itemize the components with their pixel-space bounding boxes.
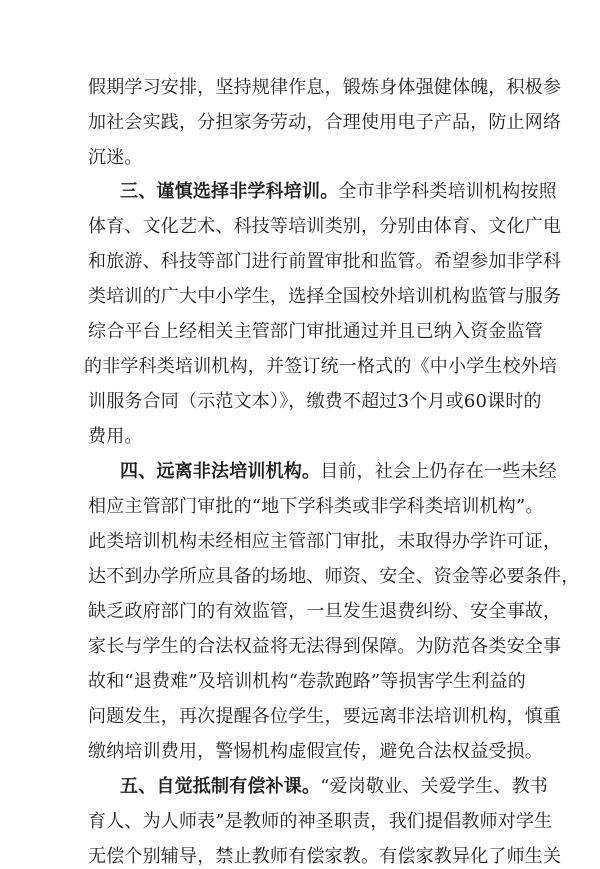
section-heading-3: 三、谨慎选择非学科培训。 bbox=[120, 181, 339, 202]
paragraph-5-first-line bbox=[120, 775, 548, 799]
text-line: 综合平台上经相关主管部门审批通过并且已纳入资金监管 bbox=[88, 321, 543, 342]
paragraph-3-first-line bbox=[120, 180, 557, 204]
paragraph-4-first-line bbox=[120, 460, 557, 484]
text-line: 假期学习安排，坚持规律作息，锻炼身体强健体魄，积极参 bbox=[88, 77, 562, 98]
text-line: 缴纳培训费用，警惕机构虚假宣传，避免合法权益受损。 bbox=[88, 741, 543, 762]
text-line: 加社会实践，分担家务劳动，合理使用电子产品，防止网络 bbox=[88, 112, 562, 133]
text-line: 问题发生，再次提醒各位学生，要远离非法培训机构，慎重 bbox=[88, 706, 562, 727]
text-line: 无偿个别辅导，禁止教师有偿家教。有偿家教异化了师生关 bbox=[88, 846, 562, 867]
text-line: 故和“退费难”及培训机构“卷款跑路”等损害学生利益的 bbox=[88, 671, 527, 692]
text-span: 全市非学科类培训机构按照 bbox=[338, 181, 557, 202]
section-heading-4: 四、远离非法培训机构。 bbox=[120, 461, 321, 482]
text-line: 达不到办学所应具备的场地、师资、安全、资金等必要条件， bbox=[88, 566, 580, 587]
text-line: 育人、为人师表”是教师的神圣职责，我们提倡教师对学生 bbox=[88, 811, 553, 832]
text-line: 此类培训机构未经相应主管部门审批，未取得办学许可证， bbox=[88, 531, 562, 552]
text-line: 和旅游、科技等部门进行前置审批和监管。希望参加非学科 bbox=[88, 251, 562, 272]
text-line: 沉迷。 bbox=[88, 147, 143, 168]
text-span: 目前，社会上仍存在一些未经 bbox=[320, 461, 557, 482]
text-line: 费用。 bbox=[88, 426, 143, 447]
text-span: “爱岗敬业、关爱学生、教书 bbox=[320, 776, 549, 797]
section-heading-5: 五、自觉抵制有偿补课。 bbox=[120, 776, 321, 797]
text-line: 缺乏政府部门的有效监管，一旦发生退费纠纷、安全事故， bbox=[88, 601, 562, 622]
text-line: 的非学科类培训机构，并签订统一格式的《中小学生校外培 bbox=[84, 356, 558, 377]
text-line: 训服务合同（示范文本）》，缴费不超过3个月或60课时的 bbox=[88, 391, 542, 412]
text-line: 家长与学生的合法权益将无法得到保障。为防范各类安全事 bbox=[88, 636, 562, 657]
text-line: 体育、文化艺术、科技等培训类别，分别由体育、文化广电 bbox=[88, 216, 562, 237]
text-line: 类培训的广大中小学生，选择全国校外培训机构监管与服务 bbox=[88, 286, 562, 307]
text-line: 相应主管部门审批的“地下学科类或非学科类培训机构”。 bbox=[88, 496, 544, 517]
